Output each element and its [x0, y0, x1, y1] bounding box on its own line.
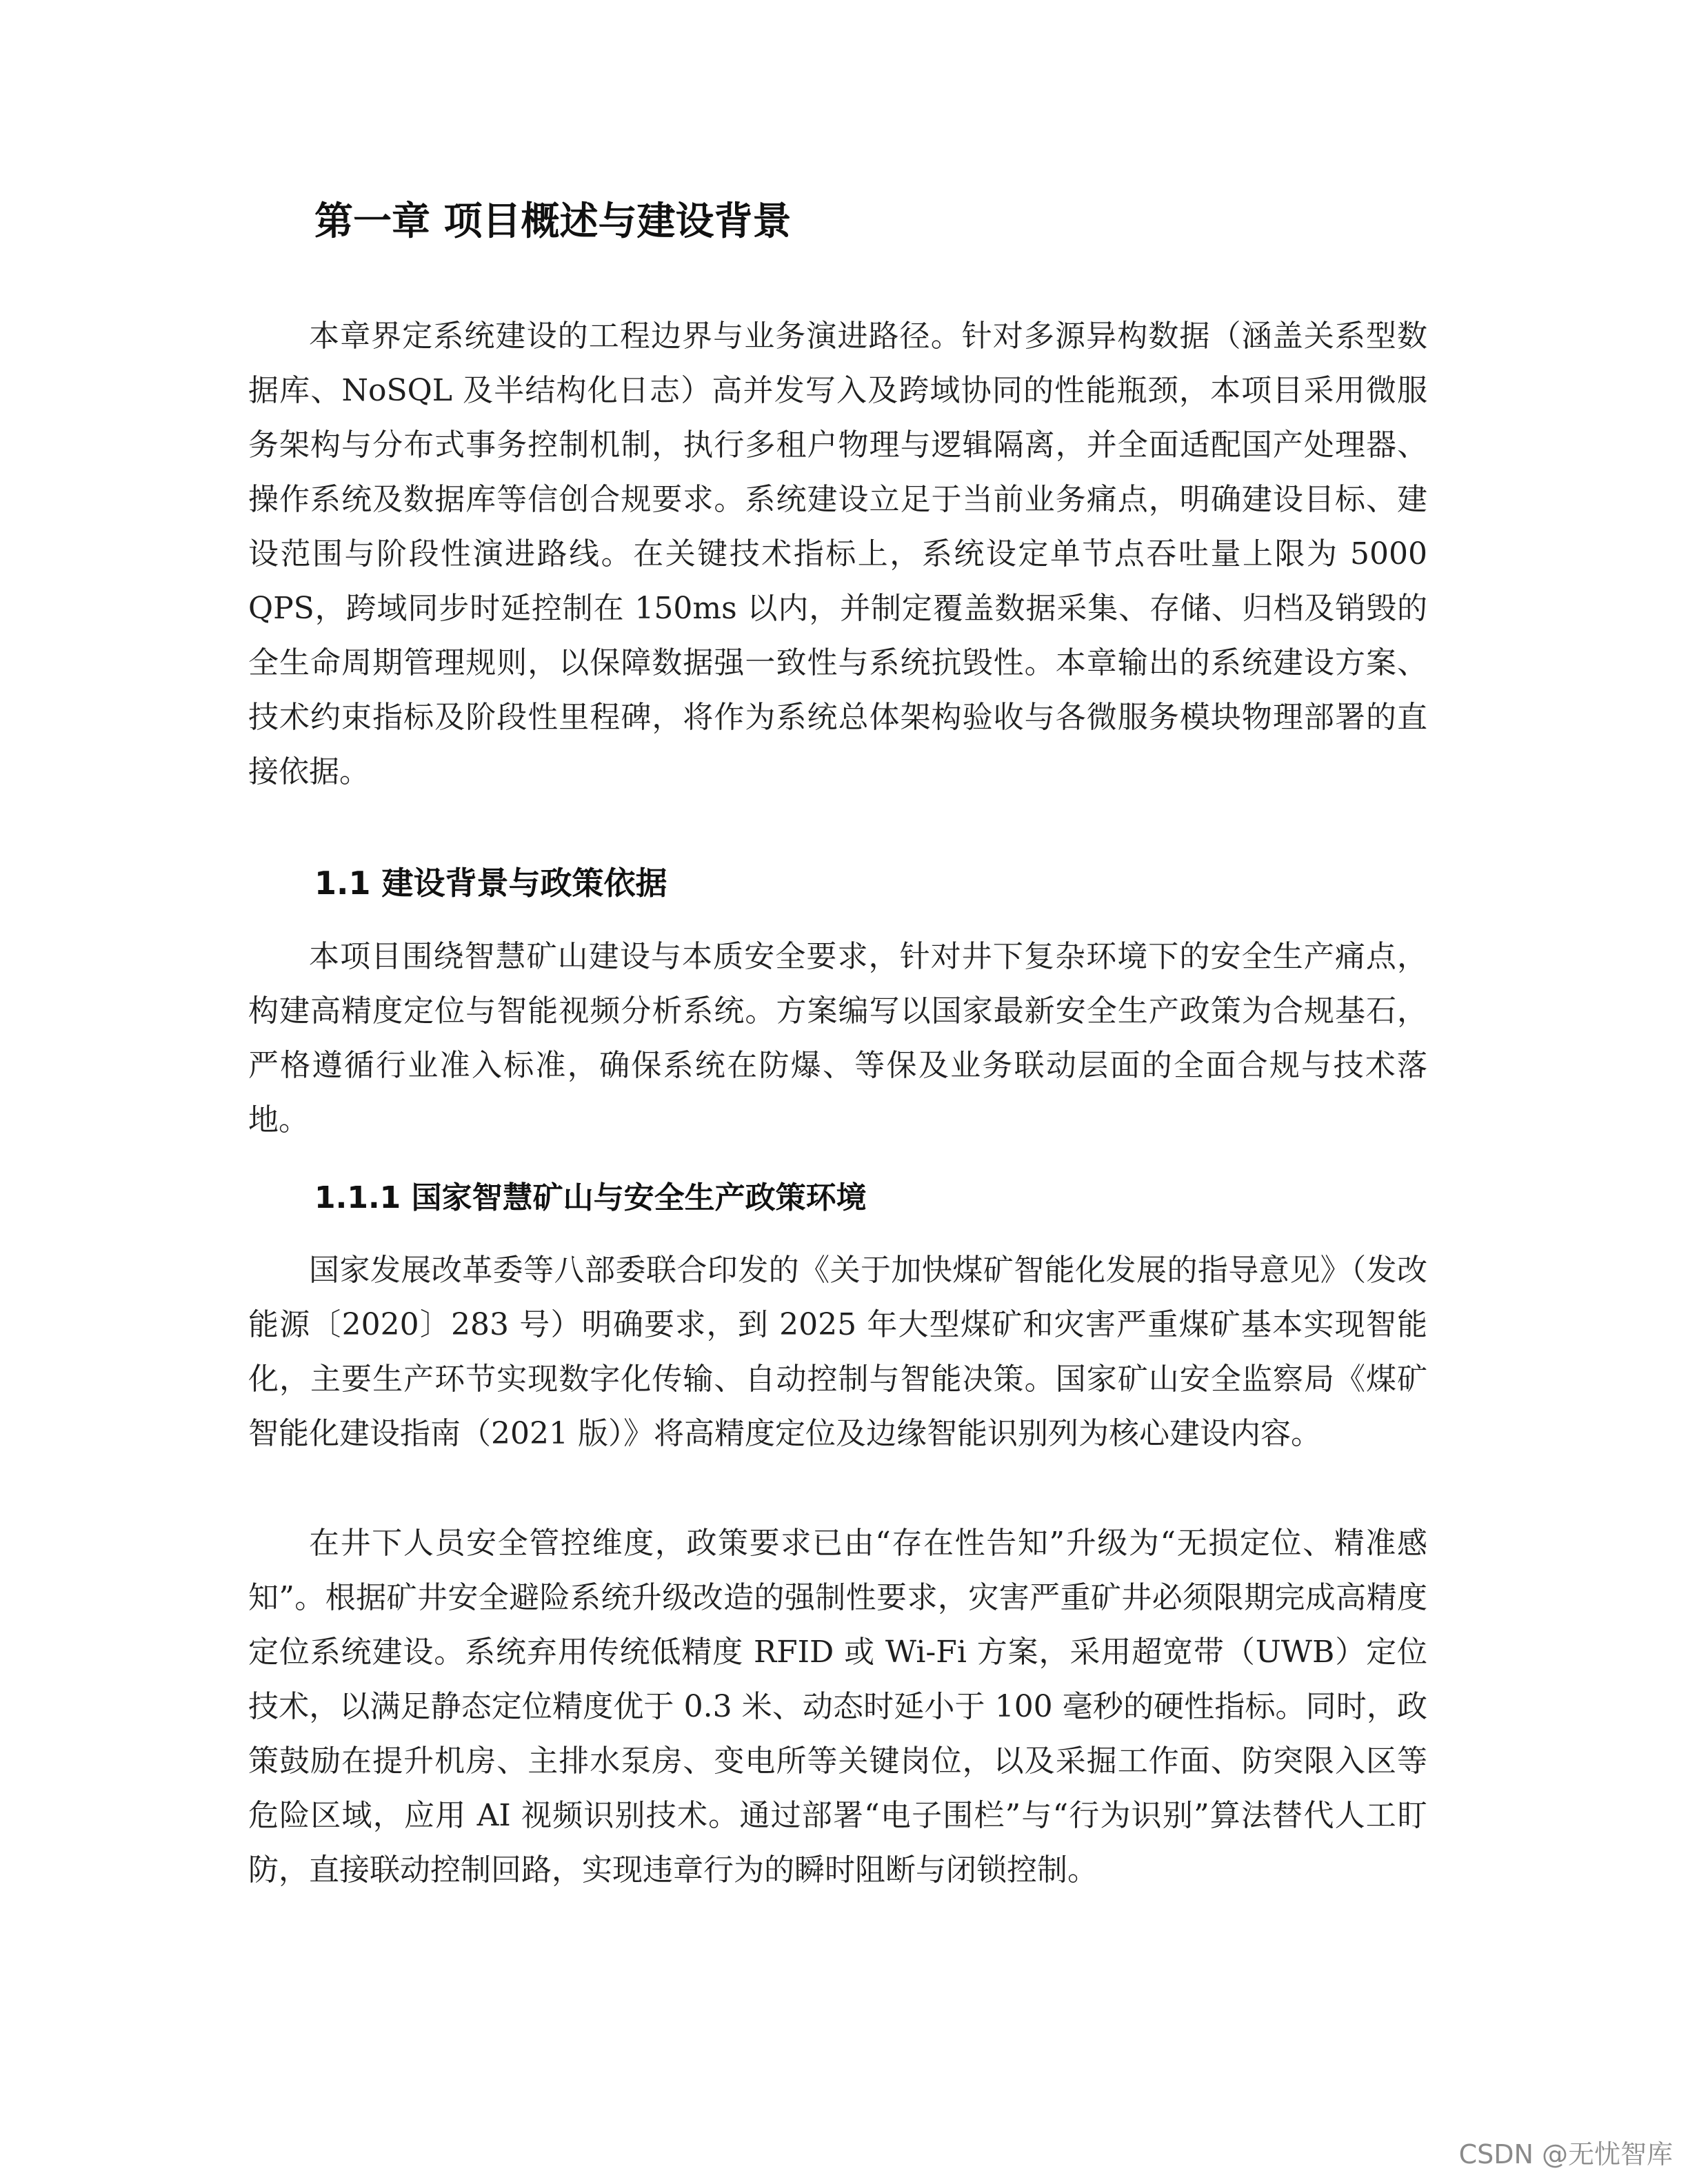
- section-1-1-heading: 1.1 建设背景与政策依据: [314, 865, 667, 902]
- section-1-1-paragraph: 本项目围绕智慧矿山建设与本质安全要求，针对井下复杂环境下的安全生产痛点，构建高精度定位与智能视频分析系统。方案编写以国家最新安全生产政策为合规基石，严格遵循行业准入标准，确保系统在防爆、等保及业务联动层面的全面合规与技术落地。: [248, 939, 1427, 1138]
- csdn-watermark: CSDN @无忧智库: [1458, 2139, 1673, 2170]
- section-1-1-1-paragraph-1: 国家发展改革委等八部委联合印发的《关于加快煤矿智能化发展的指导意见》（发改能源〔2020〕283 号）明确要求，到 2025 年大型煤矿和灾害严重煤矿基本实现智能化，主要生产环节实现数字化传输、自动控制与智能决策。国家矿山安全监察局《煤矿智能化建设指南（2021 版）》将高精度定位及边缘智能识别列为核心建设内容。: [248, 1253, 1427, 1451]
- chapter-intro-paragraph: 本章界定系统建设的工程边界与业务演进路径。针对多源异构数据（涵盖关系型数据库、NoSQL 及半结构化日志）高并发写入及跨域协同的性能瓶颈，本项目采用微服务架构与分布式事务控制机制，执行多租户物理与逻辑隔离，并全面适配国产处理器、操作系统及数据库等信创合规要求。系统建设立足于当前业务痛点，明确建设目标、建设范围与阶段性演进路线。在关键技术指标上，系统设定单节点吞吐量上限为 5000 QPS，跨域同步时延控制在 150ms 以内，并制定覆盖数据采集、存储、归档及销毁的全生命周期管理规则，以保障数据强一致性与系统抗毁性。本章输出的系统建设方案、技术约束指标及阶段性里程碑，将作为系统总体架构验收与各微服务模块物理部署的直接依据。: [248, 318, 1427, 789]
- section-1-1-1-heading: 1.1.1 国家智慧矿山与安全生产政策环境: [314, 1180, 867, 1215]
- section-1-1-1-paragraph-2: 在井下人员安全管控维度，政策要求已由“存在性告知”升级为“无损定位、精准感知”。根据矿井安全避险系统升级改造的强制性要求，灾害严重矿井必须限期完成高精度定位系统建设。系统弃用传统低精度 RFID 或 Wi-Fi 方案，采用超宽带（UWB）定位技术，以满足静态定位精度优于 0.3 米、动态时延小于 100 毫秒的硬性指标。同时，政策鼓励在提升机房、主排水泵房、变电所等关键岗位，以及采掘工作面、防突限入区等危险区域，应用 AI 视频识别技术。通过部署“电子围栏”与“行为识别”算法替代人工盯防，直接联动控制回路，实现违章行为的瞬时阻断与闭锁控制。: [248, 1526, 1427, 1888]
- chapter-title: 第一章 项目概述与建设背景: [314, 199, 792, 244]
